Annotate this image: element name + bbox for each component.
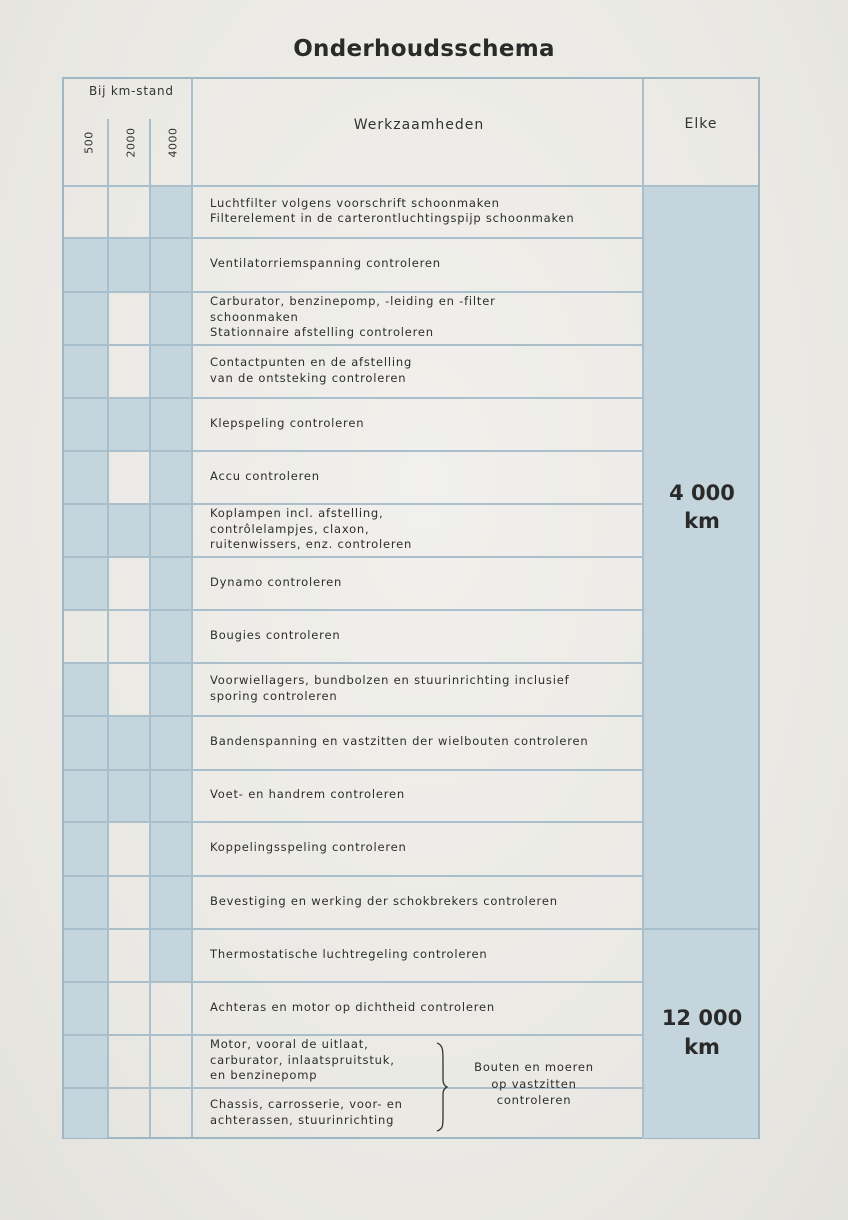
divider [642,79,644,1137]
km-mark-cell [64,875,107,928]
km-mark-cell [149,928,191,981]
km-mark-cell [149,291,191,344]
km-mark-cell [149,769,191,821]
km-mark-cell [149,875,191,928]
maintenance-table [62,77,760,1139]
km-mark-cell [64,344,107,397]
task-text: Motor, vooral de uitlaat, carburator, inlaatspruitstuk, en benzinepomp [210,1037,395,1083]
interval-12000-value: 12 000 [661,1006,743,1030]
task-text: Contactpunten en de afstelling van de ontsteking controleren [210,355,413,385]
km-mark-cell [64,662,107,715]
km-header: Bij km-stand [89,84,174,98]
km-4000-header: 4000 [166,127,180,158]
km-mark-cell [107,769,149,821]
km-mark-cell [149,609,191,662]
page-title: Onderhoudsschema [293,36,555,62]
km-mark-cell [64,397,107,450]
km-mark-cell [107,397,149,450]
km-mark-cell [64,981,107,1034]
divider [107,119,109,1137]
divider [64,185,758,187]
task-text: Chassis, carrosserie, voor- en achterassen, stuurinrichting [210,1097,403,1127]
km-mark-cell [64,1034,107,1087]
task-text: Koplampen incl. afstelling, contrôlelampjes, claxon, ruitenwissers, enz. controleren [210,506,413,552]
km-mark-cell [149,344,191,397]
divider [149,119,151,1137]
divider [191,79,193,1137]
km-mark-cell [149,662,191,715]
task-text: Voet- en handrem controleren [210,787,405,802]
km-mark-cell [64,769,107,821]
km-mark-cell [149,450,191,503]
km-2000-header: 2000 [124,127,138,158]
tasks-header: Werkzaamheden [353,117,485,133]
task-text: Luchtfilter volgens voorschrift schoonmaken Filterelement in de carterontluchtingspijp schoonmaken [210,195,575,225]
km-mark-cell [149,821,191,875]
km-mark-cell [64,237,107,291]
task-text: Thermostatische luchtregeling controleren [210,946,488,961]
km-mark-cell [149,185,191,237]
interval-12000-unit: km [684,1035,720,1059]
brace-icon [434,1042,448,1132]
km-mark-cell [149,503,191,556]
km-mark-cell [149,556,191,609]
km-mark-cell [64,1087,107,1138]
divider [64,928,758,930]
task-text: Achteras en motor op dichtheid controleren [210,999,495,1014]
km-mark-cell [107,715,149,769]
task-text: Bevestiging en werking der schokbrekers controleren [210,893,558,908]
bracket-note: Bouten en moeren op vastzitten controleren [474,1060,594,1107]
task-text: Klepspeling controleren [210,415,365,430]
interval-4000-cell [642,185,758,928]
km-mark-cell [64,291,107,344]
km-mark-cell [64,715,107,769]
task-text: Voorwiellagers, bundbolzen en stuurinrichting inclusief sporing controleren [210,673,570,703]
km-mark-cell [149,237,191,291]
task-text: Accu controleren [210,468,320,483]
km-500-header: 500 [82,131,96,154]
interval-4000-unit: km [684,509,720,533]
task-text: Bougies controleren [210,627,341,642]
km-mark-cell [107,503,149,556]
task-text: Bandenspanning en vastzitten der wielbouten controleren [210,734,589,749]
task-text: Carburator, benzinepomp, -leiding en -filter schoonmaken Stationnaire afstelling controleren [210,294,496,340]
interval-header: Elke [684,116,718,132]
km-mark-cell [149,715,191,769]
km-mark-cell [64,556,107,609]
km-mark-cell [64,821,107,875]
km-mark-cell [64,503,107,556]
task-text: Ventilatorriemspanning controleren [210,256,441,271]
km-mark-cell [64,928,107,981]
km-mark-cell [149,397,191,450]
task-text: Koppelingsspeling controleren [210,840,407,855]
km-mark-cell [64,450,107,503]
interval-4000-value: 4 000 [669,481,735,505]
km-mark-cell [107,237,149,291]
task-text: Dynamo controleren [210,574,343,589]
